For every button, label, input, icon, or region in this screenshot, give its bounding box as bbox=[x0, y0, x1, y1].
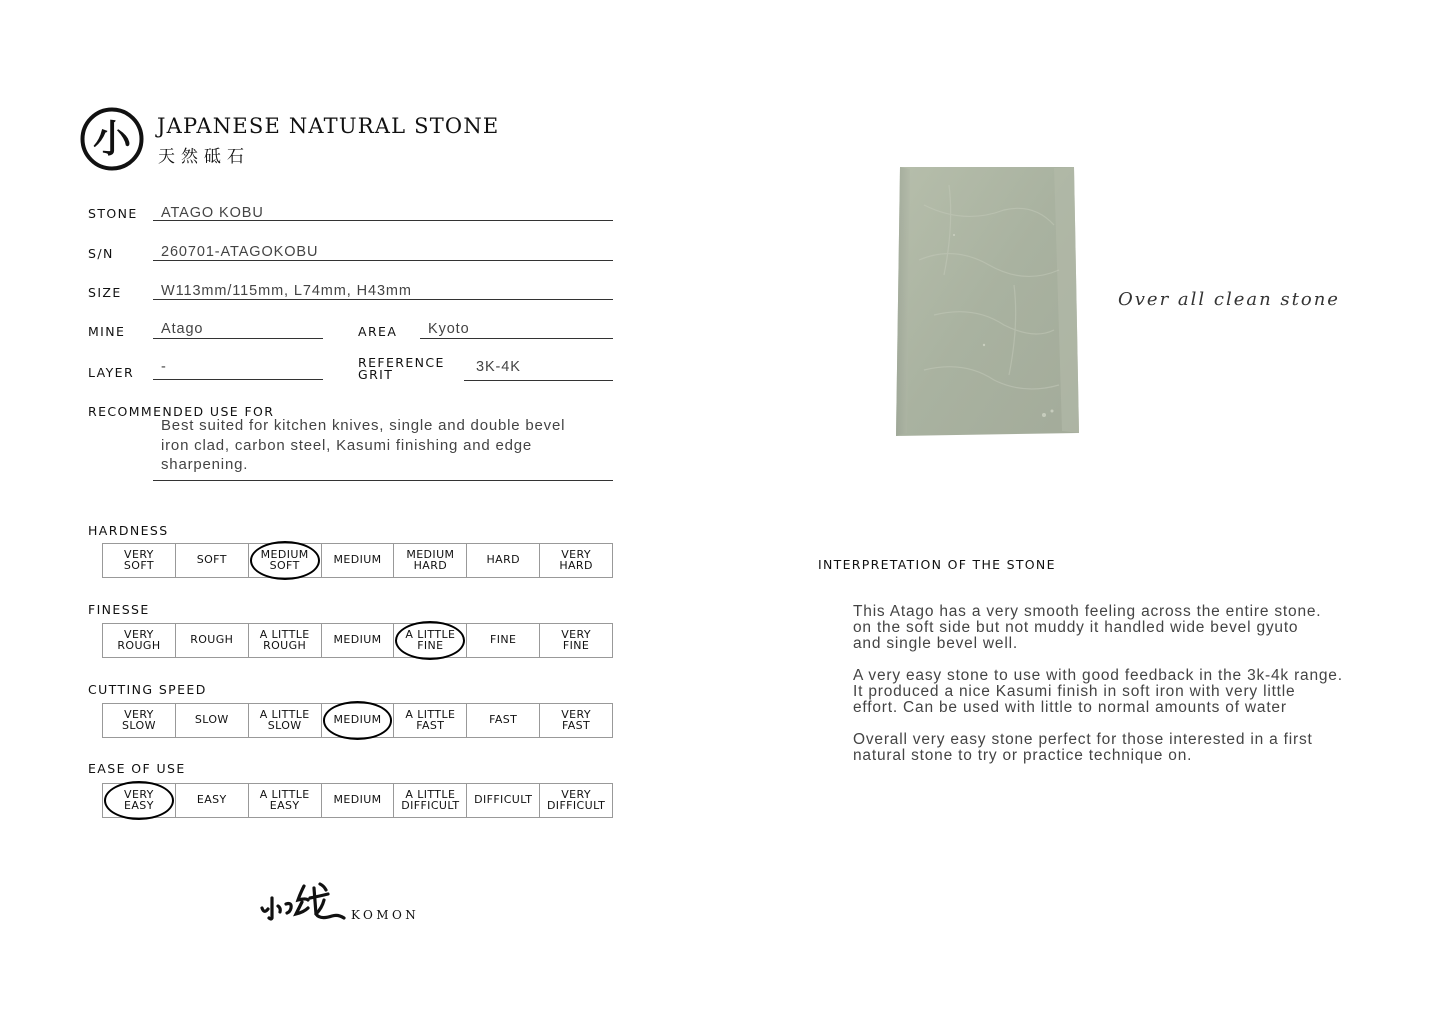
finesse-option-label: VERY FINE bbox=[561, 628, 591, 652]
ease-of-use-option-5 bbox=[394, 784, 467, 817]
interpretation-paragraph-3: Overall very easy stone perfect for those interested in a first natural stone to try or practice technique on. bbox=[853, 731, 1313, 764]
layer-value: - bbox=[161, 359, 167, 375]
interpretation-paragraph-2: A very easy stone to use with good feedback in the 3k-4k range. It produced a nice Kasumi finish in soft iron with very little effort. Can be used with little to normal amounts of water bbox=[853, 667, 1343, 716]
finesse-option-label: ROUGH bbox=[190, 633, 234, 647]
area-label: AREA bbox=[358, 324, 398, 339]
ease-of-use-option-2 bbox=[176, 784, 249, 817]
cutting-speed-option-label: VERY SLOW bbox=[122, 708, 156, 732]
cutting-speed-option-label: SLOW bbox=[194, 713, 229, 727]
ease-of-use-option-3 bbox=[249, 784, 322, 817]
recommended-use-line bbox=[153, 480, 613, 481]
ease-of-use-label: EASE OF USE bbox=[88, 761, 186, 776]
mine-line bbox=[153, 338, 323, 339]
hardness-option-1 bbox=[103, 544, 176, 577]
stone-value: ATAGO KOBU bbox=[161, 205, 264, 221]
hardness-scale bbox=[102, 543, 613, 578]
cutting-speed-option-2 bbox=[176, 704, 249, 737]
ease-of-use-option-4 bbox=[322, 784, 395, 817]
finesse-option-7 bbox=[540, 624, 612, 657]
hardness-label: HARDNESS bbox=[88, 523, 169, 538]
layer-line bbox=[153, 379, 323, 380]
sn-value: 260701-ATAGOKOBU bbox=[161, 244, 319, 260]
hardness-option-label: MEDIUM bbox=[333, 553, 382, 567]
ease-of-use-option-7 bbox=[540, 784, 612, 817]
ease-of-use-option-label: EASY bbox=[196, 793, 227, 807]
finesse-option-label: MEDIUM bbox=[333, 633, 382, 647]
recommended-use-label: RECOMMENDED USE FOR bbox=[88, 404, 275, 419]
hardness-option-6 bbox=[467, 544, 540, 577]
cutting-speed-option-label: VERY FAST bbox=[561, 708, 591, 732]
finesse-option-5-selected bbox=[394, 624, 467, 657]
cutting-speed-option-6 bbox=[467, 704, 540, 737]
finesse-option-label: VERY ROUGH bbox=[117, 628, 161, 652]
cutting-speed-option-3 bbox=[249, 704, 322, 737]
area-value: Kyoto bbox=[428, 321, 470, 337]
layer-label: LAYER bbox=[88, 365, 135, 380]
finesse-option-3 bbox=[249, 624, 322, 657]
hardness-option-2 bbox=[176, 544, 249, 577]
cutting-speed-option-7 bbox=[540, 704, 612, 737]
hardness-option-label: SOFT bbox=[196, 553, 227, 567]
stone-label: STONE bbox=[88, 206, 138, 221]
reference-grit-value: 3K-4K bbox=[476, 359, 521, 375]
hardness-option-label: VERY HARD bbox=[559, 548, 593, 572]
cutting-speed-option-label: MEDIUM bbox=[333, 713, 382, 727]
reference-grit-line bbox=[464, 380, 613, 381]
interpretation-paragraph-1: This Atago has a very smooth feeling across the entire stone. on the soft side but not muddy it handled wide bevel gyuto and single bevel well. bbox=[853, 603, 1322, 652]
cutting-speed-option-label: A LITTLE SLOW bbox=[259, 708, 310, 732]
cutting-speed-option-4-selected bbox=[322, 704, 395, 737]
mine-value: Atago bbox=[161, 321, 204, 337]
recommended-use-text: Best suited for kitchen knives, single and double bevel iron clad, carbon steel, Kasumi finishing and edge sharpening. bbox=[161, 417, 566, 473]
cutting-speed-scale bbox=[102, 703, 613, 738]
ease-of-use-option-label: DIFFICULT bbox=[474, 793, 533, 807]
hardness-option-label: HARD bbox=[486, 553, 520, 567]
finesse-option-label: A LITTLE ROUGH bbox=[259, 628, 310, 652]
cutting-speed-option-5 bbox=[394, 704, 467, 737]
ease-of-use-option-label: A LITTLE DIFFICULT bbox=[401, 788, 460, 812]
reference-grit-label-line2: GRIT bbox=[358, 367, 394, 382]
logo-glyph: 小 bbox=[92, 116, 132, 161]
ease-of-use-option-1-selected bbox=[103, 784, 176, 817]
cutting-speed-label: CUTTING SPEED bbox=[88, 682, 207, 697]
finesse-option-1 bbox=[103, 624, 176, 657]
finesse-option-2 bbox=[176, 624, 249, 657]
komon-circle-logo-icon bbox=[80, 107, 144, 171]
komon-wordmark: KOMON bbox=[351, 908, 420, 922]
brand-title: JAPANESE NATURAL STONE bbox=[157, 114, 500, 138]
ease-of-use-option-label: A LITTLE EASY bbox=[259, 788, 310, 812]
hardness-option-7 bbox=[540, 544, 612, 577]
stone-photo-note: Over all clean stone bbox=[1118, 289, 1340, 310]
finesse-option-label: FINE bbox=[490, 633, 517, 647]
interpretation-heading: INTERPRETATION OF THE STONE bbox=[818, 557, 1056, 572]
finesse-label: FINESSE bbox=[88, 602, 150, 617]
finesse-option-label: A LITTLE FINE bbox=[405, 628, 456, 652]
brand-kanji: 天然砥石 bbox=[158, 147, 250, 167]
hardness-option-4 bbox=[322, 544, 395, 577]
cutting-speed-option-label: FAST bbox=[489, 713, 518, 727]
size-value: W113mm/115mm, L74mm, H43mm bbox=[161, 283, 412, 299]
sn-label: S/N bbox=[88, 246, 114, 261]
area-line bbox=[420, 338, 613, 339]
ease-of-use-option-6 bbox=[467, 784, 540, 817]
hardness-option-label: VERY SOFT bbox=[123, 548, 154, 572]
komon-calligraphy-logo-icon bbox=[258, 878, 350, 924]
cutting-speed-option-1 bbox=[103, 704, 176, 737]
finesse-option-4 bbox=[322, 624, 395, 657]
ease-of-use-option-label: VERY DIFFICULT bbox=[546, 788, 606, 812]
sn-line bbox=[153, 260, 613, 261]
size-label: SIZE bbox=[88, 285, 122, 300]
ease-of-use-option-label: MEDIUM bbox=[333, 793, 382, 807]
hardness-option-3-selected bbox=[249, 544, 322, 577]
hardness-option-5 bbox=[394, 544, 467, 577]
hardness-option-label: MEDIUM SOFT bbox=[260, 548, 309, 572]
finesse-scale bbox=[102, 623, 613, 658]
ease-of-use-option-label: VERY EASY bbox=[124, 788, 154, 812]
cutting-speed-option-label: A LITTLE FAST bbox=[405, 708, 456, 732]
hardness-option-label: MEDIUM HARD bbox=[406, 548, 455, 572]
finesse-option-6 bbox=[467, 624, 540, 657]
reference-grit-label-line1: REFERENCE bbox=[358, 355, 445, 370]
mine-label: MINE bbox=[88, 324, 126, 339]
stone-photo bbox=[894, 165, 1080, 437]
size-line bbox=[153, 299, 613, 300]
ease-of-use-scale bbox=[102, 783, 613, 818]
